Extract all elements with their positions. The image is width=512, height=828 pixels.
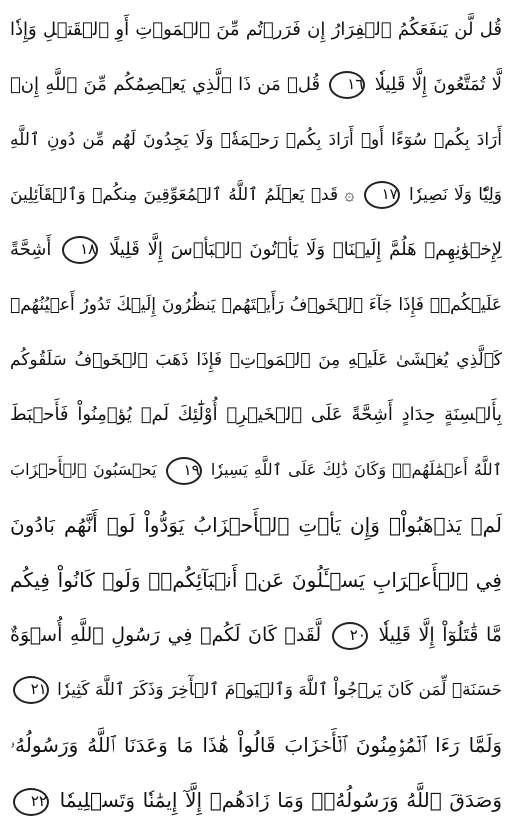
text-line: [10, 670, 502, 710]
verse-text: لَمۡ يَذۡهَبُواْۖ وَإِن يَأۡتِ ٱلۡأَحۡزَابُ يَوَدُّواْ لَوۡ أَنَّهُم بَادُونَ: [10, 513, 502, 537]
verse-text: مَّا قَٰتَلُوٓاْ إِلَّا قَلِيلٗا: [378, 624, 502, 646]
text-line: [10, 175, 502, 215]
verse-text: لِإِخۡوَٰنِهِمۡ هَلُمَّ إِلَيۡنَاۖ وَلَا يَأۡتُونَ ٱلۡبَأۡسَ إِلَّا قَلِيلًا: [109, 239, 502, 260]
verse-text: فِي ٱلۡأَعۡرَابِ يَسۡـَٔلُونَ عَنۡ أَنۢبَآئِكُمۡۖ وَلَوۡ كَانُواْ فِيكُم: [10, 568, 502, 592]
text-line: [10, 780, 502, 820]
verse-text: بِأَلۡسِنَةٍ حِدَادٍ أَشِحَّةً عَلَى ٱلۡخَيۡرِۚ أُوْلَٰٓئِكَ لَمۡ يُؤۡمِنُواْ فَأَحۡبَطَ: [10, 404, 502, 425]
ayah-number-marker: ١٧: [364, 181, 400, 209]
verse-text: ٱللَّهُ أَعۡمَٰلَهُمۡۚ وَكَانَ ذَٰلِكَ عَلَى ٱللَّهِ يَسِيرٗا: [210, 460, 502, 479]
verse-text: عَلَيۡكُمۡۖ فَإِذَا جَآءَ ٱلۡخَوۡفُ رَأَيۡتَهُمۡ يَنظُرُونَ إِلَيۡكَ تَدُورُ أَعۡيُنُهُمۡ: [10, 295, 502, 315]
ayah-number-marker: ١٩: [166, 457, 202, 485]
verse-text: أَشِحَّةً: [10, 239, 52, 260]
verse-text: كَٱلَّذِي يُغۡشَىٰ عَلَيۡهِ مِنَ ٱلۡمَوۡتِۖ فَإِذَا ذَهَبَ ٱلۡخَوۡفُ سَلَقُوكُم: [10, 350, 502, 370]
verse-text: يَحۡسَبُونَ ٱلۡأَحۡزَابَ: [10, 460, 157, 479]
verse-text: أَرَادَ بِكُمۡ سُوٓءًا أَوۡ أَرَادَ بِكُمۡ رَحۡمَةٗۚ وَلَا يَجِدُونَ لَهُم مِّن دُونِ ٱللَّهِ: [10, 130, 502, 150]
text-lines: [10, 10, 502, 820]
text-line: [10, 505, 502, 545]
text-line: [10, 340, 502, 380]
text-line: [10, 120, 502, 160]
text-line: [10, 10, 502, 50]
ayah-number-marker: ١٦: [329, 71, 365, 99]
verse-text: حَسَنَةٞ لِّمَن كَانَ يَرۡجُواْ ٱللَّهَ وَٱلۡيَوۡمَ ٱلۡأٓخِرَ وَذَكَرَ ٱللَّهَ كَثِيرٗا: [57, 680, 502, 700]
verse-text: لَّقَدۡ كَانَ لَكُمۡ فِي رَسُولِ ٱللَّهِ أُسۡوَةٌ: [10, 624, 322, 646]
text-line: [10, 450, 502, 490]
ayah-number-marker: ٢٢: [13, 788, 49, 816]
text-line: [10, 725, 502, 765]
text-line: [10, 615, 502, 655]
text-line: [10, 285, 502, 325]
verse-text: قُل لَّن يَنفَعَكُمُ ٱلۡفِرَارُ إِن فَرَرۡتُم مِّنَ ٱلۡمَوۡتِ أَوِ ٱلۡقَتۡلِ وَإِذٗا: [10, 19, 502, 40]
verse-text: وَصَدَقَ ٱللَّهُ وَرَسُولُهُۥۚ وَمَا زَادَهُمۡ إِلَّآ إِيمَٰنٗا وَتَسۡلِيمٗا: [59, 788, 502, 812]
text-line: [10, 395, 502, 435]
verse-text: وَلِيّٗا وَلَا نَصِيرٗا: [409, 185, 502, 205]
verse-text: قُلۡ مَن ذَا ٱلَّذِي يَعۡصِمُكُم مِّنَ ٱللَّهِ إِنۡ: [10, 74, 321, 95]
verse-text: لَّا تُمَتَّعُونَ إِلَّا قَلِيلٗا: [374, 74, 502, 95]
ayah-number-marker: ٢١: [13, 676, 49, 704]
verse-text: وَلَمَّا رَءَا ٱلۡمُؤۡمِنُونَ ٱلۡأَحۡزَابَ قَالُواْ هَٰذَا مَا وَعَدَنَا ٱللَّهُ وَرَسُولُهُۥ: [10, 733, 502, 757]
ayah-number-marker: ١٨: [62, 236, 98, 264]
verse-text: ۞ قَدۡ يَعۡلَمُ ٱللَّهُ ٱلۡمُعَوِّقِينَ مِنكُمۡ وَٱلۡقَآئِلِينَ: [10, 185, 355, 205]
text-line: [10, 560, 502, 600]
text-line: [10, 65, 502, 105]
ayah-number-marker: ٢٠: [332, 622, 368, 650]
text-line: [10, 230, 502, 270]
